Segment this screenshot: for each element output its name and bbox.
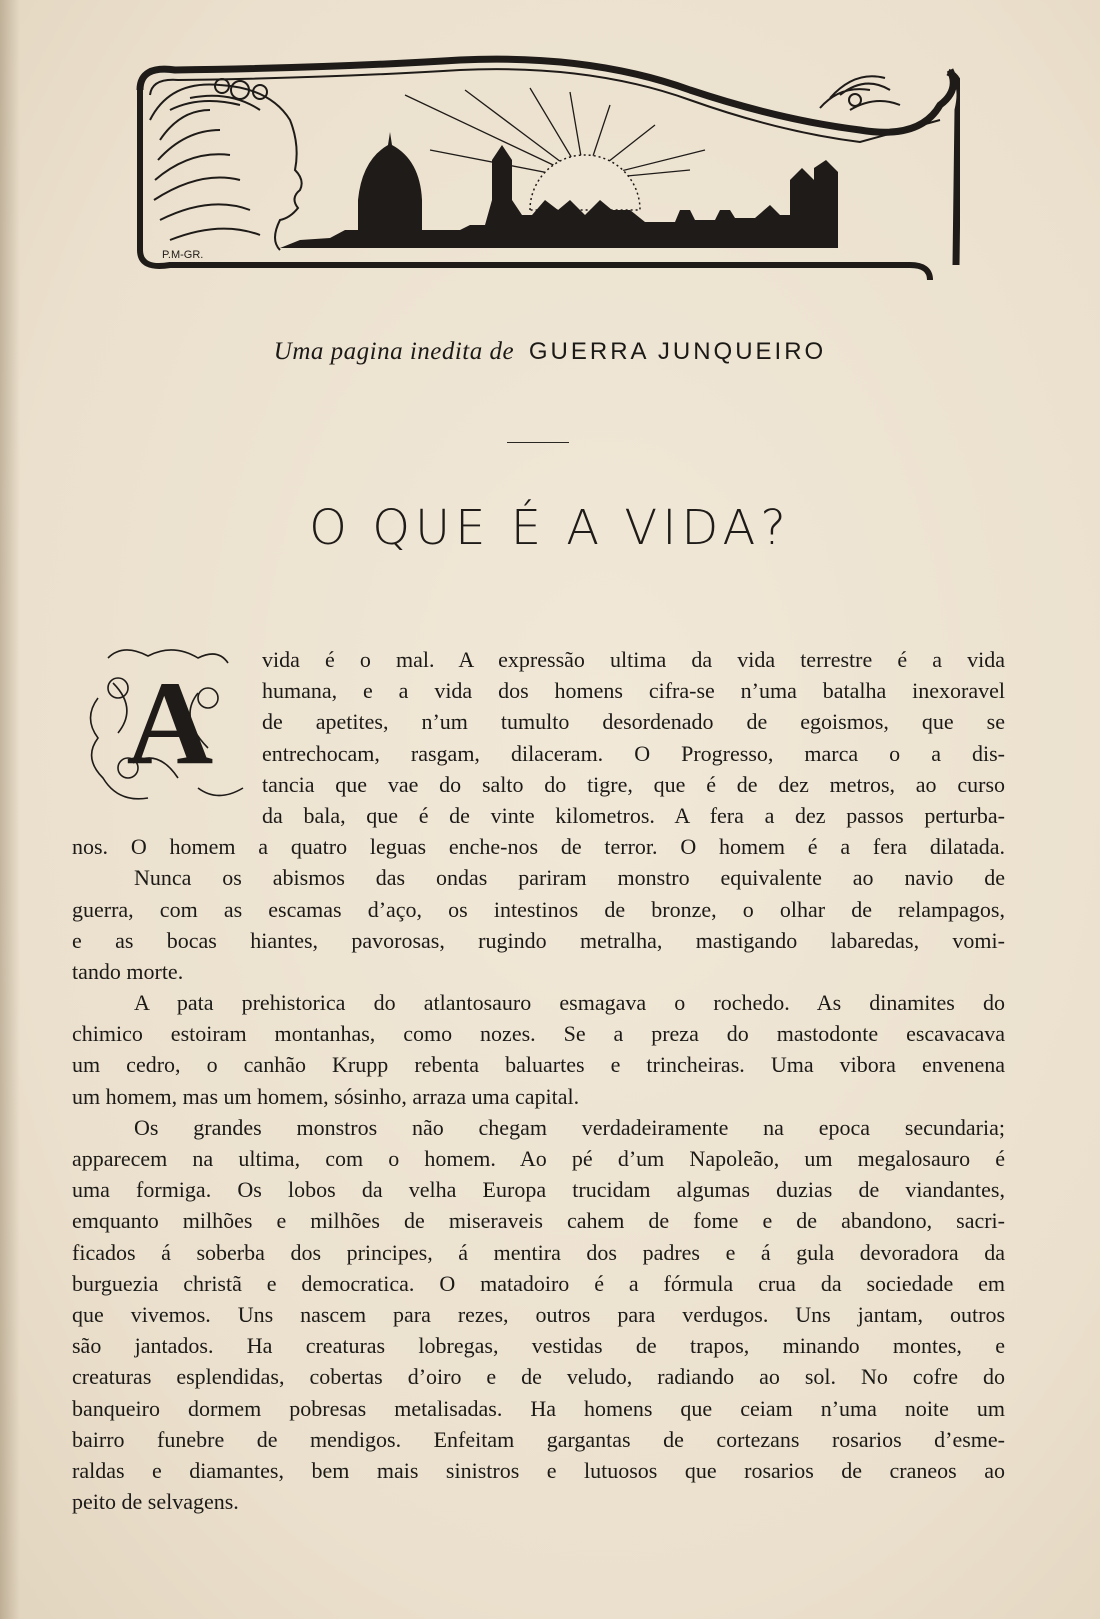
text-line: uma formiga. Os lobos da velha Europa trucidam algumas duzias de viandantes, — [72, 1177, 1005, 1203]
text-line: apparecem na ultima, com o homem. Ao pé d’um Napoleão, um megalosauro é — [72, 1146, 1005, 1171]
text-line: da bala, que é de vinte kilometros. A fera a dez passos perturba- — [262, 802, 1005, 828]
text-line: e as bocas hiantes, pavorosas, rugindo metralha, mastigando labaredas, vomi- — [72, 927, 1005, 953]
text-line: A pata prehistorica do atlantosauro esmagava o rochedo. As dinamites do — [134, 990, 1005, 1016]
text-line: creaturas esplendidas, cobertas d’oiro e de veludo, radiando ao sol. No cofre do — [72, 1364, 1005, 1390]
artist-signature: P.M-GR. — [162, 249, 204, 261]
text-line: nos. O homem a quatro leguas enche-nos de terror. O homem é a fera dilatada. — [72, 834, 1005, 860]
text-line: Os grandes monstros não chegam verdadeiramente na epoca secundaria; — [134, 1114, 1005, 1140]
text-line: guerra, com as escamas d’aço, os intestinos de bronze, o olhar de relampagos, — [72, 896, 1005, 922]
text-line: tando morte. — [72, 958, 184, 984]
subtitle-author: GUERRA JUNQUEIRO — [528, 338, 827, 365]
page-gutter-shadow — [0, 0, 20, 1619]
text-line: um cedro, o canhão Krupp rebenta baluartes e trincheiras. Uma vibora envenena — [72, 1052, 1005, 1078]
subtitle-prefix: Uma pagina inedita de — [273, 338, 515, 365]
text-line: ficados á soberba dos principes, á mentira dos padres e á gula devoradora da — [72, 1239, 1005, 1265]
text-line: são jantados. Ha creaturas lobregas, vestidas de trapos, minando montes, e — [72, 1333, 1005, 1359]
text-line: de apetites, n’um tumulto desordenado de egoismos, que se — [262, 709, 1005, 735]
subtitle — [0, 338, 1100, 366]
text-line: bairro funebre de mendigos. Enfeitam gargantas de cortezans rosarios d’esme- — [72, 1426, 1005, 1452]
divider-rule — [507, 442, 569, 443]
text-line: raldas e diamantes, bem mais sinistros e lutuosos que rosarios de craneos ao — [72, 1457, 1005, 1483]
text-line: chimico estoiram montanhas, como nozes. Se a preza do mastodonte escavacava — [72, 1021, 1005, 1047]
text-line: banqueiro dormem pobresas metalisadas. Ha homens que ceiam n’uma noite um — [72, 1395, 1005, 1421]
woman-profile — [150, 79, 302, 250]
drop-cap-letter: A — [126, 656, 214, 789]
text-line: emquanto milhões e milhões de miseraveis cahem de fome e de abandono, sacri- — [72, 1208, 1005, 1234]
text-line: peito de selvagens. — [72, 1489, 239, 1515]
text-line: vida é o mal. A expressão ultima da vida terrestre é a vida — [262, 647, 1005, 672]
text-line: burguezia christã e democratica. O matadoiro é a fórmula crua da sociedade em — [72, 1270, 1005, 1296]
text-line: Nunca os abismos das ondas pariram monstro equivalente ao navio de — [134, 865, 1005, 891]
page-title: O QUE É A VIDA? — [309, 500, 791, 556]
article-body — [72, 644, 1005, 1517]
text-line: tancia que vae do salto do tigre, que é de dez metros, ao curso — [262, 771, 1005, 797]
text-line: que vivemos. Uns nascem para rezes, outros para verdugos. Uns jantam, outros — [72, 1301, 1005, 1327]
header-illustration — [130, 50, 960, 290]
text-line: humana, e a vida dos homens cifra-se n’uma batalha inexoravel — [262, 678, 1005, 704]
text-line: um homem, mas um homem, sósinho, arraza uma capital. — [72, 1083, 580, 1109]
flower-ornament — [820, 76, 900, 110]
text-line: entrechocam, rasgam, dilaceram. O Progresso, marca o a dis- — [262, 740, 1005, 766]
